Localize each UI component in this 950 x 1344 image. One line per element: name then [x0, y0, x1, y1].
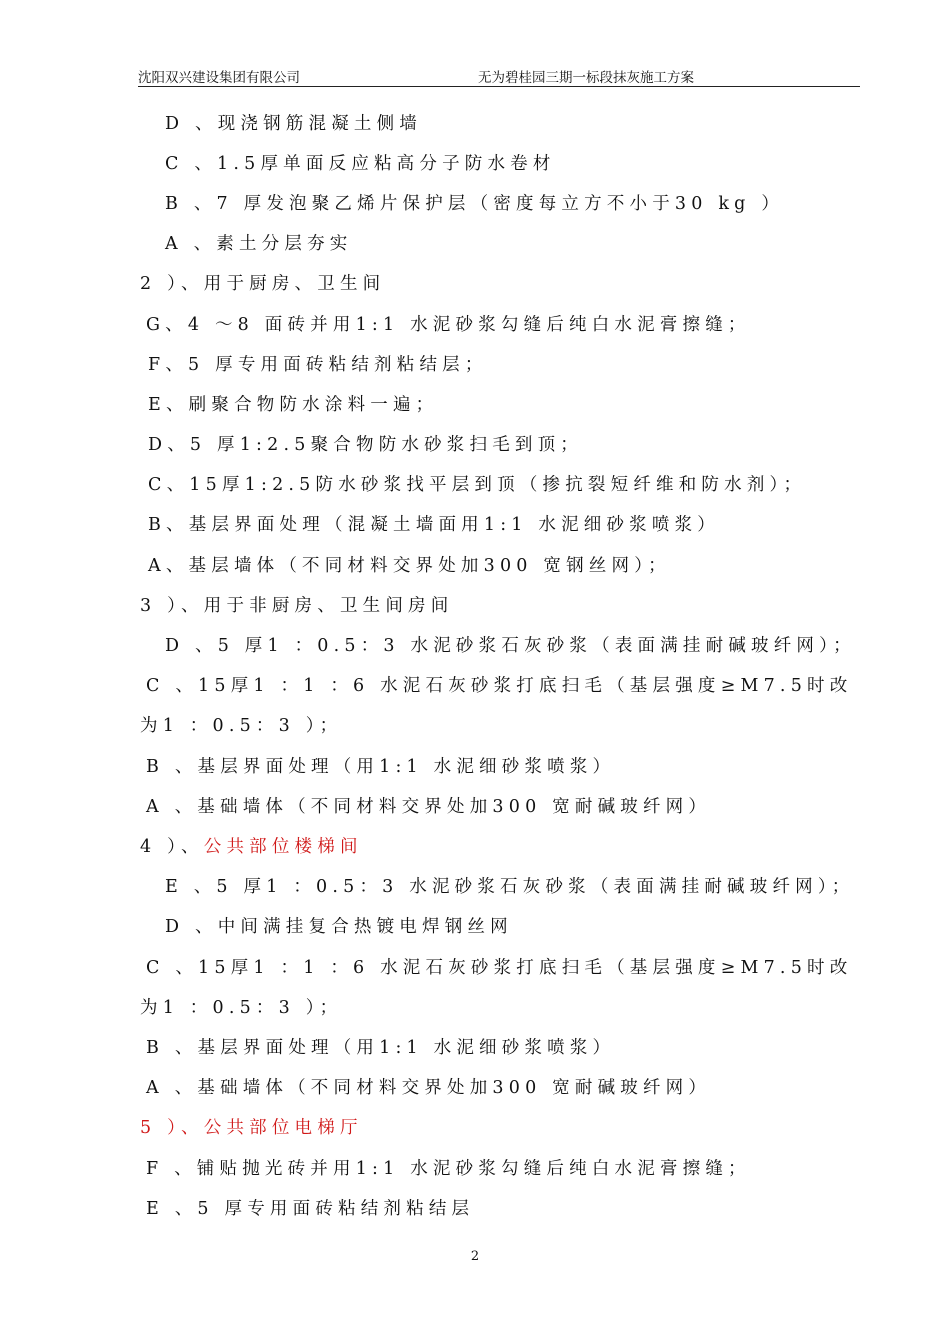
spec-line: F、5 厚专用面砖粘结剂粘结层； — [148, 355, 488, 375]
spec-line: B 、基层界面处理（用1:1 水泥细砂浆喷浆） — [146, 1038, 616, 1058]
section-heading-red: 5 ）、公共部位电梯厅 — [140, 1118, 363, 1138]
spec-line: B 、基层界面处理（用1:1 水泥细砂浆喷浆） — [146, 757, 616, 777]
spec-line: A 、基础墙体（不同材料交界处加300 宽耐碱玻纤网） — [146, 797, 712, 817]
section-heading: 2 ）、用于厨房、卫生间 — [140, 274, 386, 294]
spec-line: A 、基础墙体（不同材料交界处加300 宽耐碱玻纤网） — [146, 1078, 712, 1098]
spec-line: E 、5 厚1 ：0.5：3 水泥砂浆石灰砂浆（表面满挂耐碱玻纤网）； — [165, 877, 855, 897]
spec-line-continuation: 为1 ：0.5：3 ）； — [140, 716, 343, 736]
spec-line: D 、5 厚1 ：0.5：3 水泥砂浆石灰砂浆（表面满挂耐碱玻纤网）； — [165, 636, 856, 656]
header-doc-title: 无为碧桂园三期一标段抹灰施工方案 — [478, 70, 694, 86]
section-heading-highlight: 公共部位楼梯间 — [203, 837, 363, 857]
spec-line: C 、15厚1 ：1 ：6 水泥石灰砂浆打底扫毛（基层强度≥M7.5时改 — [146, 676, 853, 696]
page-header — [138, 64, 860, 87]
section-heading: 4 ）、公共部位楼梯间 — [140, 837, 363, 857]
spec-line: A、基层墙体（不同材料交界处加300 宽钢丝网）； — [148, 556, 671, 576]
spec-line: F 、铺贴抛光砖并用1:1 水泥砂浆勾缝后纯白水泥膏擦缝； — [146, 1159, 751, 1179]
spec-line: C 、15厚1 ：1 ：6 水泥石灰砂浆打底扫毛（基层强度≥M7.5时改 — [146, 958, 853, 978]
spec-line: D 、现浇钢筋混凝土侧墙 — [165, 114, 422, 134]
header-company: 沈阳双兴建设集团有限公司 — [138, 70, 300, 86]
spec-line: E 、5 厚专用面砖粘结剂粘结层 — [146, 1199, 475, 1219]
section-heading: 3 ）、用于非厨房、卫生间房间 — [140, 596, 454, 616]
spec-line: E、刷聚合物防水涂料一遍； — [148, 395, 439, 415]
spec-line-continuation: 为1 ：0.5：3 ）； — [140, 998, 343, 1018]
spec-line: B、基层界面处理（混凝土墙面用1:1 水泥细砂浆喷浆） — [148, 515, 720, 535]
spec-line: C 、1.5厚单面反应粘高分子防水卷材 — [165, 154, 556, 174]
spec-line: D、5 厚1:2.5聚合物防水砂浆扫毛到顶； — [148, 435, 583, 455]
spec-line: A 、素土分层夯实 — [165, 234, 353, 254]
spec-line: B 、7 厚发泡聚乙烯片保护层（密度每立方不小于30 kg ） — [165, 194, 785, 214]
spec-line: C、15厚1:2.5防水砂浆找平层到顶（掺抗裂短纤维和防水剂）； — [148, 475, 807, 495]
page-number: 2 — [470, 1249, 480, 1264]
spec-line: D 、中间满挂复合热镀电焊钢丝网 — [165, 917, 513, 937]
spec-line: G、4 ～8 面砖并用1:1 水泥砂浆勾缝后纯白水泥膏擦缝； — [146, 315, 751, 335]
